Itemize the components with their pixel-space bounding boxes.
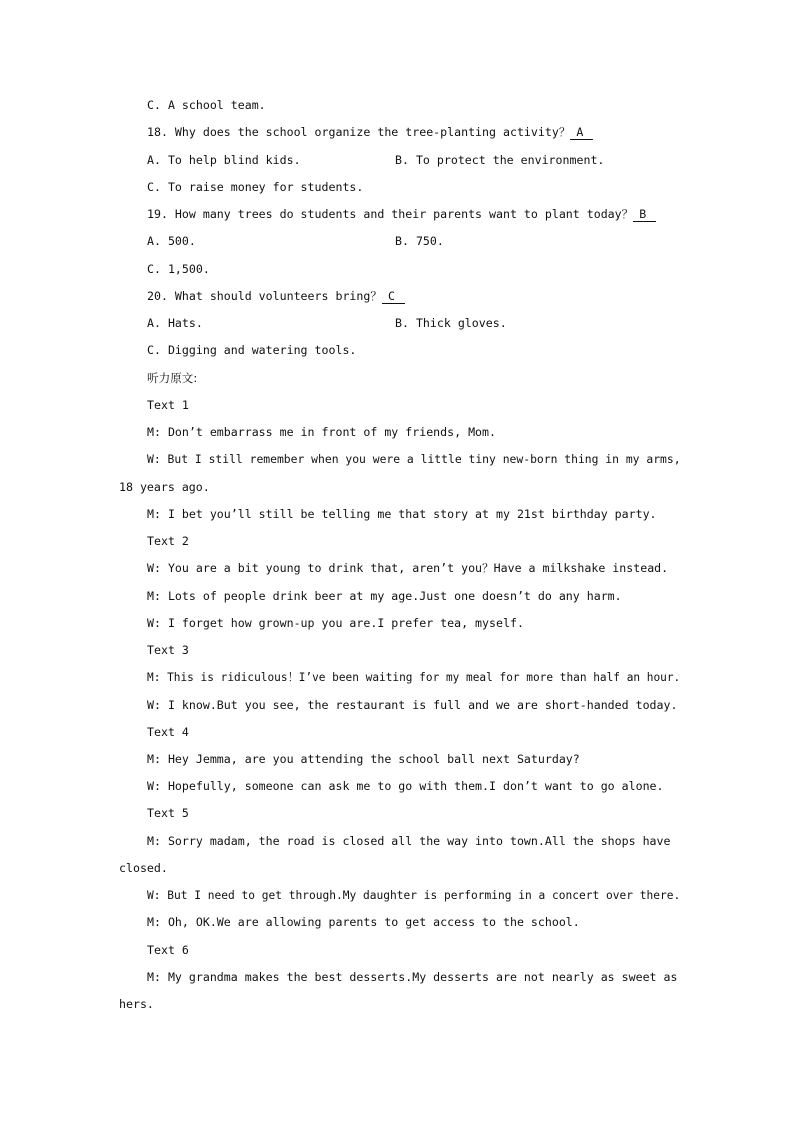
text1-line1: M: Don’t embarrass me in front of my friends, Mom. [147, 425, 497, 439]
text4-title: Text 4 [147, 725, 189, 739]
text1-title: Text 1 [147, 398, 189, 412]
q20-option-b: B. Thick gloves. [395, 316, 507, 330]
q18-question: 18. Why does the school organize the tree-planting activity？ [147, 125, 571, 139]
text6-title: Text 6 [147, 943, 189, 957]
text6-line1: M: My grandma makes the best desserts.My desserts are not nearly as sweet as [147, 970, 678, 984]
q18-option-c: C. To raise money for students. [147, 180, 364, 194]
text6-line1-cont: hers. [119, 997, 154, 1011]
text2-line1: W: You are a bit young to drink that, aren’t you？Have a milkshake instead. [147, 561, 669, 575]
q19-options-ab [147, 233, 444, 249]
text1-line2-cont: 18 years ago. [119, 480, 210, 494]
q18-option-b: B. To protect the environment. [395, 153, 605, 167]
text5-line2: W: But I need to get through.My daughter is performing in a concert over there. [147, 888, 681, 902]
text4-line1: M: Hey Jemma, are you attending the school ball next Saturday? [147, 752, 580, 766]
q17-option-c: C. A school team. [147, 98, 266, 112]
text5-line1-cont: closed. [119, 861, 168, 875]
q18-stem [147, 124, 593, 140]
q18-options-ab [147, 152, 605, 168]
q20-option-c: C. Digging and watering tools. [147, 343, 357, 357]
q19-option-a: A. 500. [147, 234, 196, 248]
text3-line1: M: This is ridiculous！I’ve been waiting for my meal for more than half an hour. [147, 670, 681, 684]
q20-question: 20. What should volunteers bring？ [147, 289, 382, 303]
q20-stem [147, 288, 405, 304]
q20-options-ab [147, 315, 507, 331]
q18-answer: A [570, 125, 593, 140]
q19-option-c: C. 1,500. [147, 262, 210, 276]
text2-line3: W: I forget how grown-up you are.I prefer tea, myself. [147, 616, 524, 630]
q20-option-a: A. Hats. [147, 316, 203, 330]
text5-title: Text 5 [147, 806, 189, 820]
q20-answer: C [382, 289, 405, 304]
text3-line2: W: I know.But you see, the restaurant is full and we are short-handed today. [147, 698, 678, 712]
text5-line3: M: Oh, OK.We are allowing parents to get access to the school. [147, 915, 580, 929]
q19-option-b: B. 750. [395, 234, 444, 248]
text2-line2: M: Lots of people drink beer at my age.Just one doesn’t do any harm. [147, 589, 622, 603]
q18-option-a: A. To help blind kids. [147, 153, 301, 167]
q19-answer: B [633, 207, 656, 222]
transcript-heading: 听力原文: [147, 371, 198, 385]
text4-line2: W: Hopefully, someone can ask me to go with them.I don’t want to go alone. [147, 779, 664, 793]
text2-title: Text 2 [147, 534, 189, 548]
q19-stem [147, 206, 656, 222]
q19-question: 19. How many trees do students and their parents want to plant today？ [147, 207, 634, 221]
text5-line1: M: Sorry madam, the road is closed all the way into town.All the shops have [147, 834, 671, 848]
text1-line2: W: But I still remember when you were a little tiny new-born thing in my arms, [147, 452, 681, 466]
text3-title: Text 3 [147, 643, 189, 657]
text1-line3: M: I bet you’ll still be telling me that story at my 21st birthday party. [147, 507, 657, 521]
